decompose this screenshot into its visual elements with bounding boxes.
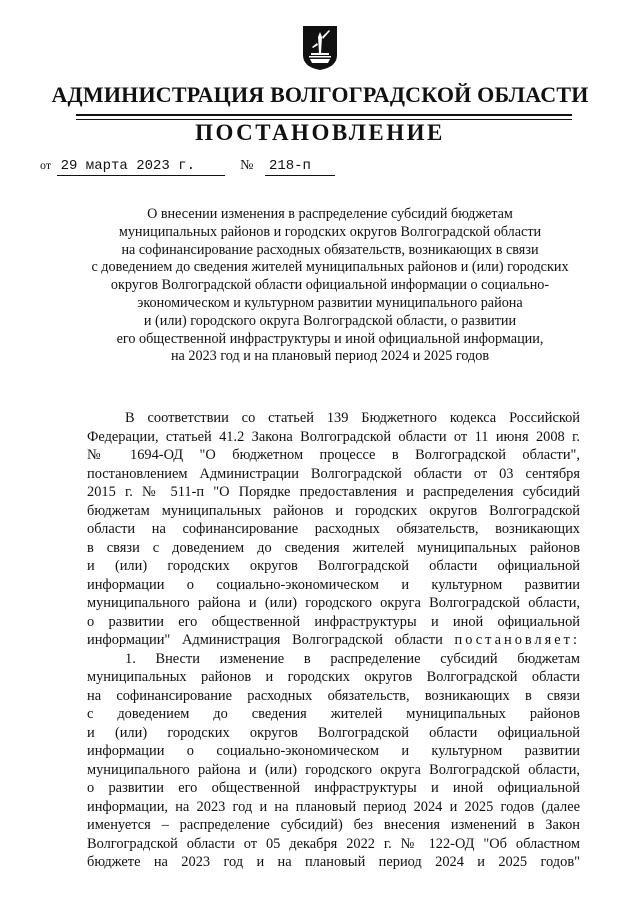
body-line: В соответствии со статьей 139 Бюджетного кодекса Российской — [125, 410, 580, 426]
body-line: 1. Внести изменение в распределение субсидий бюджетам — [125, 650, 580, 667]
title-line: его общественной инфраструктуры и иной официальной информации, — [116, 330, 544, 347]
title-line: с доведением до сведения жителей муниципальных районов и (или) городских — [91, 259, 569, 276]
title-line: округов Волгоградской области официальной информации о социально- — [110, 277, 550, 294]
title-line: на 2023 год и на плановый период 2024 и 2025 годов — [170, 348, 490, 365]
body-line: муниципальных районов и городских округов Волгоградской области — [87, 669, 580, 685]
body-line: информации о социально-экономическом и культурном развитии — [87, 743, 580, 759]
number-label: № — [240, 158, 254, 173]
body-line-resolution — [87, 631, 580, 650]
header-rule-thick — [76, 114, 572, 116]
body-line: бюджетам муниципальных районов и городских округов Волгоградской — [87, 502, 580, 519]
body-line: и (или) городских округов Волгоградской области официальной — [87, 558, 580, 574]
body-line: именуется – распределение субсидий) без внесения изменений в Закон — [87, 817, 580, 833]
body-line: информации, на 2023 год и на плановый период 2024 и 2025 годов (далее — [87, 798, 580, 815]
body-line: муниципального района и (или) городского округа Волгоградской области, — [87, 595, 580, 611]
body-line: о развитии его общественной инфраструктуры и иной официальной — [87, 613, 580, 630]
body-line: области на софинансирование расходных обязательств, возникающих — [87, 521, 580, 537]
body-line: № 1694-ОД "О бюджетном процессе в Волгоградской области", — [87, 447, 580, 463]
document-type: ПОСТАНОВЛЕНИЕ — [195, 120, 445, 145]
body-line: муниципального района и (или) городского округа Волгоградской области, — [87, 761, 580, 778]
body-line: о развитии его общественной инфраструктуры и иной официальной — [87, 780, 580, 796]
body-line: и (или) городских округов Волгоградской области официальной — [87, 724, 580, 741]
date-number-line — [40, 158, 335, 176]
body-line: на софинансирование расходных обязательств, возникающих в связи — [87, 687, 580, 704]
organization-name: АДМИНИСТРАЦИЯ ВОЛГОГРАДСКОЙ ОБЛАСТИ — [51, 82, 589, 107]
title-line: муниципальных районов и городских округов Волгоградской области — [118, 223, 542, 240]
body-line: Волгоградской области от 05 декабря 2022 г. № 122-ОД "Об областном — [87, 835, 580, 852]
body-line: информации о социально-экономическом и культурном развитии — [87, 576, 580, 593]
body-line: информации" Администрация Волгоградской области — [87, 632, 443, 648]
document-title — [66, 206, 594, 366]
document-body — [87, 409, 580, 872]
title-line: на софинансирование расходных обязательств, возникающих в связи — [121, 241, 539, 258]
body-line: Федерации, статьей 41.2 Закона Волгоградской области от 11 июня 2008 г. — [87, 428, 580, 445]
body-line: постановлением Администрации Волгоградской области от 03 сентября — [87, 465, 580, 482]
body-line: 2015 г. № 511-п "О Порядке предоставления и распределения субсидий — [87, 484, 580, 500]
body-line: в связи с доведением до сведения жителей муниципальных районов — [87, 539, 580, 556]
body-line: бюджете на 2023 год и на плановый период 2024 и 2025 годов" — [87, 854, 580, 870]
coat-of-arms-icon — [302, 25, 338, 71]
resolves-word: постановляет: — [454, 632, 580, 648]
body-line: с доведением до сведения жителей муниципальных районов — [87, 706, 580, 722]
title-line: и (или) городского округа Волгоградской области, о развитии — [143, 312, 517, 329]
date-value: 29 марта 2023 г. — [57, 158, 225, 176]
title-line: экономическом и культурном развитии муниципального района — [137, 294, 523, 311]
title-line: О внесении изменения в распределение субсидий бюджетам — [147, 206, 513, 222]
number-value: 218-п — [265, 158, 335, 176]
date-label: от — [40, 158, 52, 172]
